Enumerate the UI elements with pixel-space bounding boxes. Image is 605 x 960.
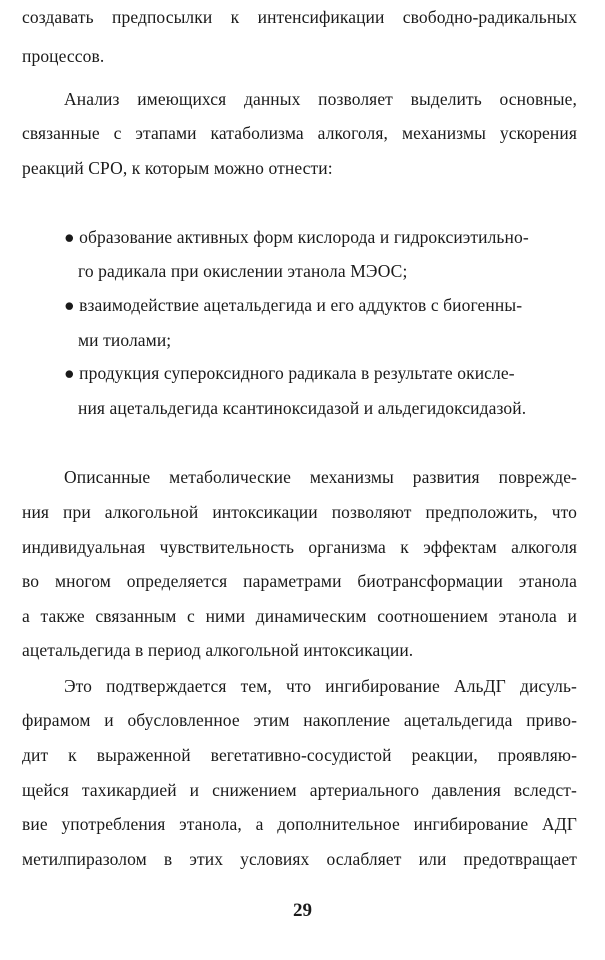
text-line: метилпиразолом в этих условиях ослабляет или предотвращает — [22, 849, 577, 869]
text-line: фирамом и обусловленное этим накопление ацетальдегида приво- — [22, 710, 577, 730]
bullet-item-continuation: го радикала при окислении этанола МЭОС; — [78, 261, 408, 281]
text-line: реакций СРО, к которым можно отнести: — [22, 158, 333, 178]
bullet-item: ● образование активных форм кислорода и гидроксиэтильно- — [64, 227, 529, 247]
text-line: ацетальдегида в период алкогольной интоксикации. — [22, 640, 414, 660]
text-line: Описанные метаболические механизмы развития поврежде- — [64, 467, 577, 487]
text-line: связанные с этапами катаболизма алкоголя, механизмы ускорения — [22, 123, 577, 143]
text-line: создавать предпосылки к интенсификации свободно-радикальных — [22, 7, 577, 27]
bullet-item: ● продукция супероксидного радикала в результате окисле- — [64, 363, 515, 383]
text-line: ния при алкогольной интоксикации позволяют предположить, что — [22, 502, 577, 522]
text-line: дит к выраженной вегетативно-сосудистой реакции, проявляю- — [22, 745, 577, 765]
text-line: индивидуальная чувствительность организма к эффектам алкоголя — [22, 537, 577, 557]
text-line: Это подтверждается тем, что ингибирование АльДГ дисуль- — [64, 676, 577, 696]
text-line: а также связанным с ними динамическим соотношением этанола и — [22, 606, 577, 626]
bullet-item: ● взаимодействие ацетальдегида и его аддуктов с биогенны- — [64, 295, 523, 315]
page-number: 29 — [293, 900, 312, 921]
text-line: Анализ имеющихся данных позволяет выделить основные, — [64, 89, 577, 109]
bullet-item-continuation: ми тиолами; — [78, 330, 172, 350]
bullet-item-continuation: ния ацетальдегида ксантиноксидазой и альдегидоксидазой. — [78, 398, 527, 418]
text-line: во многом определяется параметрами биотрансформации этанола — [22, 571, 577, 591]
text-line: щейся тахикардией и снижением артериального давления вследст- — [22, 780, 577, 800]
text-line: вие употребления этанола, а дополнительное ингибирование АДГ — [22, 814, 577, 834]
text-line: процессов. — [22, 46, 105, 66]
